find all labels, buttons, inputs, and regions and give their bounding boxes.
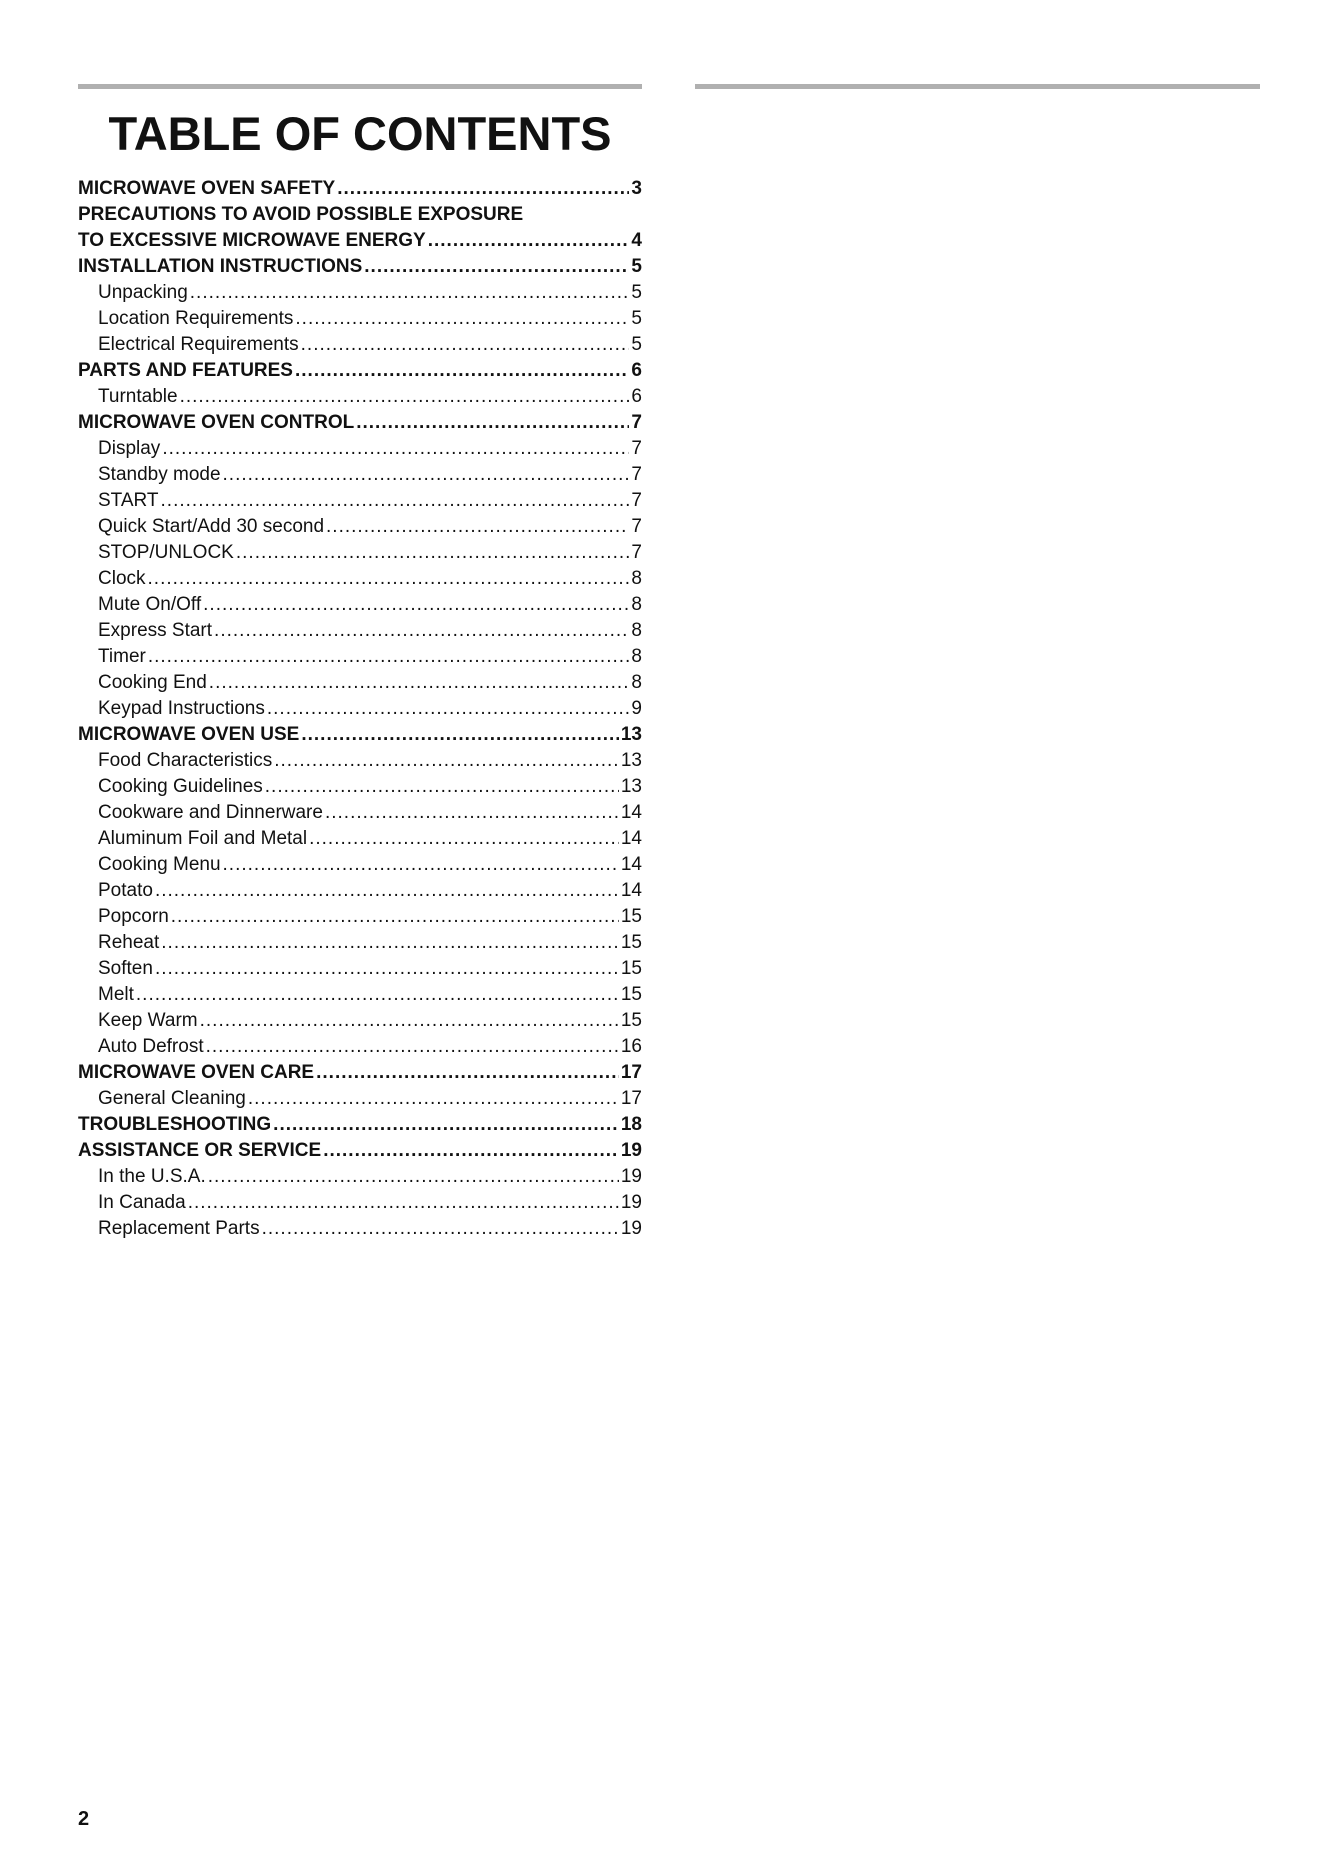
toc-entry-page: 7 (631, 516, 642, 537)
toc-subsection-entry[interactable] (78, 1164, 642, 1190)
toc-entry-label: STOP/UNLOCK (98, 542, 234, 563)
toc-section-entry[interactable] (78, 228, 642, 254)
dot-leader (214, 618, 629, 644)
toc-entry-page: 14 (620, 802, 642, 823)
toc-subsection-entry[interactable] (78, 800, 642, 826)
toc-subsection-entry[interactable] (78, 514, 642, 540)
toc-entry-label: Cooking End (98, 672, 207, 693)
toc-entry-label: In Canada (98, 1192, 186, 1213)
dot-leader (267, 696, 630, 722)
toc-entry-page: 8 (631, 568, 642, 589)
dot-leader (274, 748, 619, 774)
dot-leader (364, 254, 629, 280)
toc-entry-label: Aluminum Foil and Metal (98, 828, 308, 849)
toc-entry-page: 15 (620, 1010, 642, 1031)
toc-subsection-entry[interactable] (78, 670, 642, 696)
toc-entry-page: 9 (631, 698, 642, 719)
toc-subsection-entry[interactable] (78, 566, 642, 592)
toc-entry-page: 15 (620, 932, 642, 953)
dot-leader (161, 930, 619, 956)
toc-subsection-entry[interactable] (78, 332, 642, 358)
dot-leader (190, 280, 630, 306)
dot-leader (309, 826, 619, 852)
toc-entry-label: Display (98, 438, 161, 459)
dot-leader (248, 1086, 619, 1112)
toc-entry-label: Food Characteristics (98, 750, 273, 771)
toc-entry-label: Timer (98, 646, 146, 667)
toc-entry-label: Clock (98, 568, 146, 589)
toc-entry-page: 19 (620, 1140, 642, 1161)
dot-leader (337, 176, 629, 202)
toc-entry-label: Cooking Guidelines (98, 776, 263, 797)
toc-entry-label: Standby mode (98, 464, 221, 485)
toc-entry-label: MICROWAVE OVEN USE (78, 724, 300, 745)
toc-section-entry[interactable] (78, 1138, 642, 1164)
toc-entry-label: Potato (98, 880, 153, 901)
toc-entry-label: PRECAUTIONS TO AVOID POSSIBLE EXPOSURE (78, 204, 524, 225)
dot-leader (301, 722, 619, 748)
dot-leader (236, 540, 630, 566)
toc-subsection-entry[interactable] (78, 1008, 642, 1034)
dot-leader (295, 358, 629, 384)
toc-entry-label: In the U.S.A. (98, 1166, 206, 1187)
toc-entry-label: Replacement Parts (98, 1218, 260, 1239)
toc-subsection-entry[interactable] (78, 696, 642, 722)
toc-entry-label: TROUBLESHOOTING (78, 1114, 272, 1135)
toc-subsection-entry[interactable] (78, 488, 642, 514)
toc-section-entry[interactable] (78, 1060, 642, 1086)
toc-entry-page: 8 (631, 646, 642, 667)
toc-entry-label: INSTALLATION INSTRUCTIONS (78, 256, 363, 277)
toc-entry-label: Melt (98, 984, 134, 1005)
toc-entry-label: Unpacking (98, 282, 188, 303)
table-of-contents (78, 176, 642, 1242)
toc-entry-page: 19 (620, 1192, 642, 1213)
dot-leader (273, 1112, 619, 1138)
toc-subsection-entry[interactable] (78, 462, 642, 488)
toc-entry-page: 4 (631, 230, 642, 251)
dot-leader (325, 800, 619, 826)
toc-entry-label: ASSISTANCE OR SERVICE (78, 1140, 322, 1161)
toc-entry-page: 13 (620, 776, 642, 797)
toc-entry-page: 15 (620, 958, 642, 979)
toc-entry-label: Keep Warm (98, 1010, 198, 1031)
dot-leader (155, 956, 619, 982)
toc-entry-page: 13 (620, 724, 642, 745)
dot-leader (301, 332, 630, 358)
toc-entry-page: 15 (620, 906, 642, 927)
toc-subsection-entry[interactable] (78, 280, 642, 306)
dot-leader (161, 488, 630, 514)
toc-entry-label: START (98, 490, 159, 511)
toc-subsection-entry[interactable] (78, 540, 642, 566)
dot-leader (323, 1138, 619, 1164)
toc-subsection-entry[interactable] (78, 748, 642, 774)
toc-entry-page: 15 (620, 984, 642, 1005)
toc-entry-label: TO EXCESSIVE MICROWAVE ENERGY (78, 230, 426, 251)
toc-subsection-entry[interactable] (78, 1216, 642, 1242)
toc-entry-label: Keypad Instructions (98, 698, 265, 719)
toc-subsection-entry[interactable] (78, 904, 642, 930)
dot-leader (223, 852, 619, 878)
dot-leader (265, 774, 619, 800)
toc-entry-page: 7 (631, 490, 642, 511)
dot-leader (208, 1164, 619, 1190)
toc-subsection-entry[interactable] (78, 852, 642, 878)
dot-leader (428, 228, 630, 254)
toc-entry-label: General Cleaning (98, 1088, 246, 1109)
toc-entry-page: 19 (620, 1218, 642, 1239)
toc-entry-label: Location Requirements (98, 308, 294, 329)
toc-entry-page: 7 (631, 438, 642, 459)
toc-subsection-entry[interactable] (78, 592, 642, 618)
toc-entry-page: 5 (631, 334, 642, 355)
toc-section-entry[interactable] (78, 410, 642, 436)
right-column-top-rule (695, 84, 1260, 89)
dot-leader (356, 410, 629, 436)
toc-entry-page: 14 (620, 828, 642, 849)
toc-entry-page: 5 (631, 308, 642, 329)
toc-entry-label: MICROWAVE OVEN SAFETY (78, 178, 336, 199)
toc-entry-page: 14 (620, 880, 642, 901)
toc-subsection-entry[interactable] (78, 1190, 642, 1216)
toc-entry-label: Electrical Requirements (98, 334, 299, 355)
toc-entry-label: Cookware and Dinnerware (98, 802, 323, 823)
toc-entry-page: 14 (620, 854, 642, 875)
toc-section-entry[interactable] (78, 358, 642, 384)
toc-entry-page: 5 (631, 282, 642, 303)
dot-leader (188, 1190, 619, 1216)
toc-entry-page: 13 (620, 750, 642, 771)
toc-entry-page: 7 (631, 412, 642, 433)
toc-entry-label: MICROWAVE OVEN CARE (78, 1062, 315, 1083)
toc-subsection-entry[interactable] (78, 982, 642, 1008)
toc-entry-label: MICROWAVE OVEN CONTROL (78, 412, 355, 433)
toc-entry-page: 16 (620, 1036, 642, 1057)
toc-entry-page: 7 (631, 464, 642, 485)
toc-entry-label: Mute On/Off (98, 594, 202, 615)
dot-leader (206, 1034, 619, 1060)
dot-leader (316, 1060, 619, 1086)
toc-entry-label: Soften (98, 958, 153, 979)
toc-entry-page: 18 (620, 1114, 642, 1135)
toc-section-entry[interactable] (78, 722, 642, 748)
toc-subsection-entry[interactable] (78, 436, 642, 462)
page-number: 2 (78, 1808, 90, 1830)
dot-leader (223, 462, 630, 488)
toc-entry-label: Cooking Menu (98, 854, 221, 875)
toc-entry-page: 19 (620, 1166, 642, 1187)
toc-entry-page: 6 (631, 386, 642, 407)
toc-subsection-entry[interactable] (78, 1086, 642, 1112)
toc-subsection-entry[interactable] (78, 306, 642, 332)
toc-section-entry[interactable] (78, 202, 642, 228)
dot-leader (171, 904, 619, 930)
toc-section-entry[interactable] (78, 1112, 642, 1138)
dot-leader (209, 670, 630, 696)
toc-entry-label: Turntable (98, 386, 178, 407)
toc-entry-label: Express Start (98, 620, 213, 641)
toc-entry-page: 17 (620, 1062, 642, 1083)
toc-entry-page: 3 (631, 178, 642, 199)
dot-leader (180, 384, 630, 410)
toc-entry-label: Quick Start/Add 30 second (98, 516, 325, 537)
toc-subsection-entry[interactable] (78, 384, 642, 410)
toc-subsection-entry[interactable] (78, 644, 642, 670)
toc-subsection-entry[interactable] (78, 774, 642, 800)
toc-entry-page: 17 (620, 1088, 642, 1109)
left-column-top-rule (78, 84, 642, 89)
toc-section-entry[interactable] (78, 254, 642, 280)
dot-leader (295, 306, 629, 332)
toc-subsection-entry[interactable] (78, 878, 642, 904)
toc-entry-page: 8 (631, 620, 642, 641)
dot-leader (200, 1008, 619, 1034)
toc-entry-page: 8 (631, 594, 642, 615)
dot-leader (203, 592, 629, 618)
dot-leader (262, 1216, 619, 1242)
toc-subsection-entry[interactable] (78, 826, 642, 852)
toc-section-entry[interactable] (78, 176, 642, 202)
toc-subsection-entry[interactable] (78, 1034, 642, 1060)
toc-entry-page: 5 (631, 256, 642, 277)
dot-leader (136, 982, 619, 1008)
page-title: TABLE OF CONTENTS (108, 107, 612, 160)
toc-entry-page: 7 (631, 542, 642, 563)
dot-leader (148, 644, 630, 670)
toc-subsection-entry[interactable] (78, 930, 642, 956)
dot-leader (155, 878, 619, 904)
toc-entry-label: PARTS AND FEATURES (78, 360, 293, 381)
dot-leader (326, 514, 629, 540)
dot-leader (148, 566, 630, 592)
toc-entry-page: 8 (631, 672, 642, 693)
toc-entry-label: Reheat (98, 932, 160, 953)
toc-entry-label: Popcorn (98, 906, 169, 927)
toc-entry-page: 6 (631, 360, 642, 381)
toc-entry-label: Auto Defrost (98, 1036, 204, 1057)
toc-subsection-entry[interactable] (78, 956, 642, 982)
dot-leader (162, 436, 629, 462)
toc-subsection-entry[interactable] (78, 618, 642, 644)
